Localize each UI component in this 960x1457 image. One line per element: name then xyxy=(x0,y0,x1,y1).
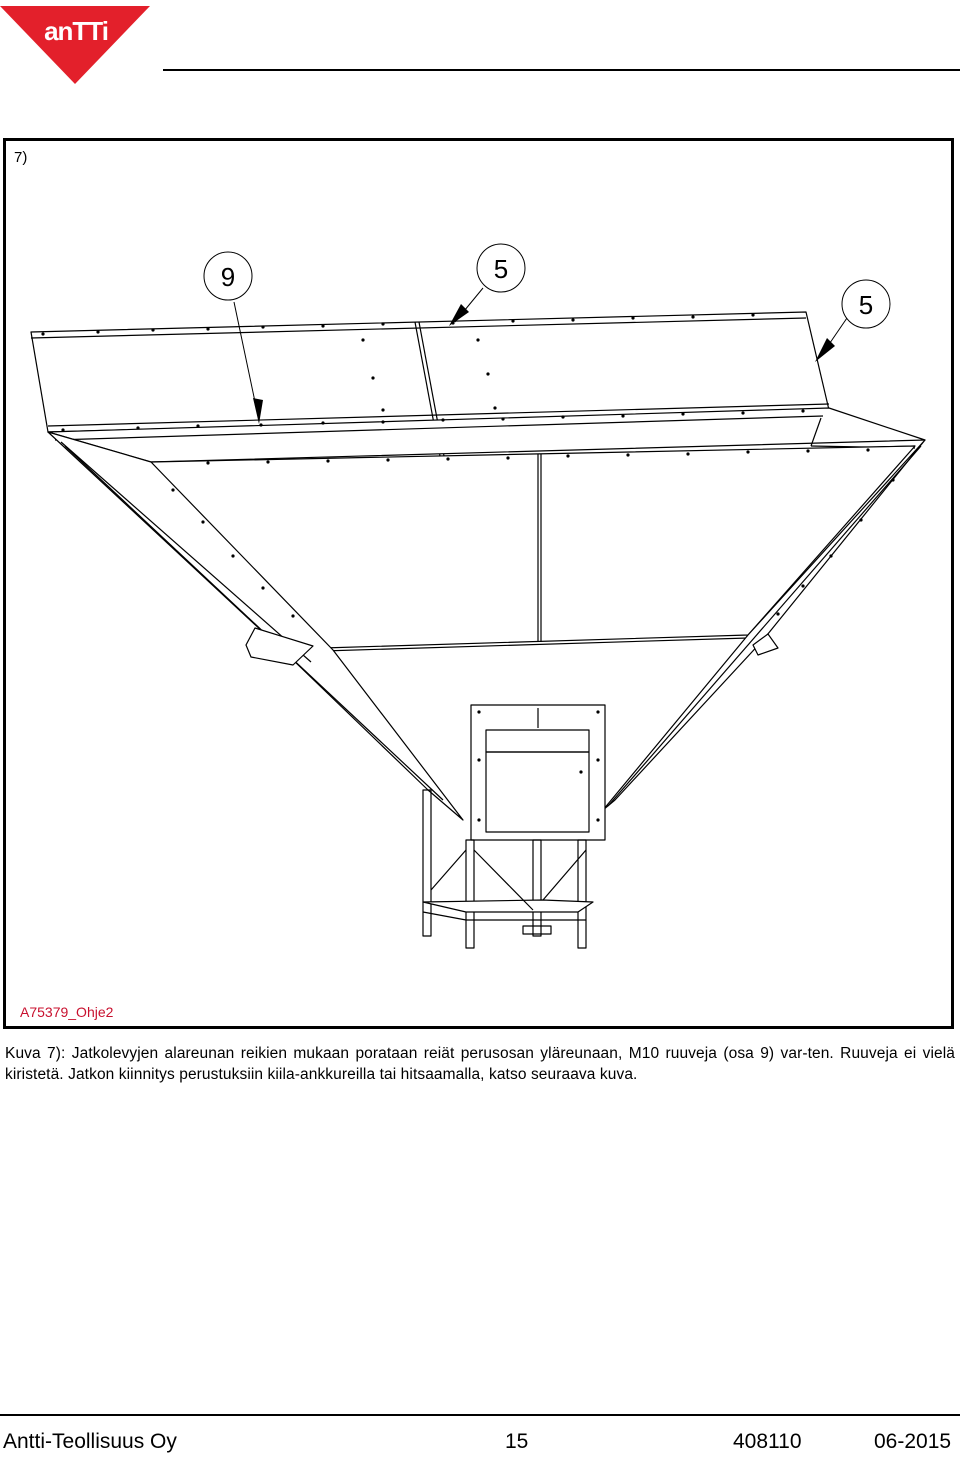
callout-label-5b: 5 xyxy=(858,290,874,320)
footer-page-number: 15 xyxy=(505,1430,529,1453)
header-rule xyxy=(163,69,960,71)
callout-label-5a: 5 xyxy=(493,254,509,284)
logo-text: anTTi xyxy=(44,16,108,46)
callout-label-9: 9 xyxy=(220,262,236,292)
footer-rule xyxy=(0,1414,960,1416)
footer-doc-number: 408110 xyxy=(733,1430,802,1453)
figure-frame xyxy=(3,138,954,1029)
figure-caption: Kuva 7): Jatkolevyjen alareunan reikien mukaan porataan reiät perusosan yläreunaan, M10 ruuveja (osa 9) var-ten. Ruuveja ei vielä kiristetä. Jatkon kiinnitys perustuksiin kiila-ankkureilla tai hitsaamalla, katso seuraava kuva. xyxy=(5,1045,955,1083)
figure-id: A75379_Ohje2 xyxy=(20,1004,114,1020)
figure-number: 7) xyxy=(14,149,28,166)
footer-date: 06-2015 xyxy=(874,1430,952,1453)
antti-logo xyxy=(0,0,150,86)
hopper-drawing xyxy=(6,141,951,1026)
footer-company: Antti-Teollisuus Oy xyxy=(3,1430,177,1453)
